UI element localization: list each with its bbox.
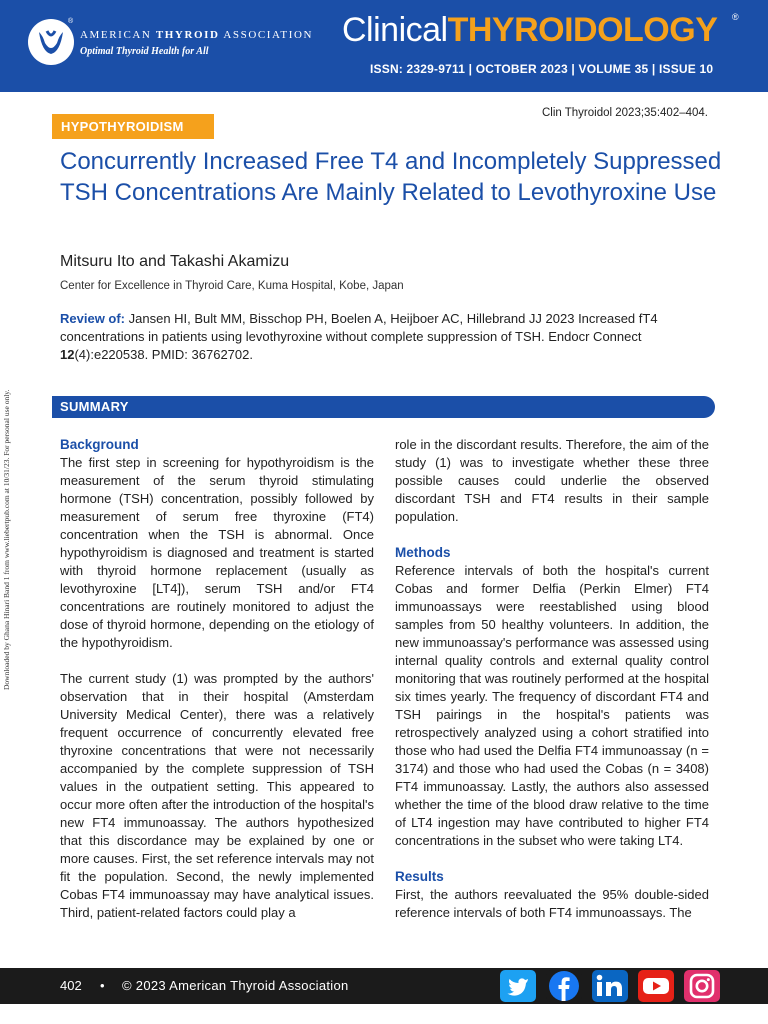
linkedin-icon[interactable] (592, 970, 628, 1002)
ata-logo-icon (28, 19, 74, 65)
affiliation: Center for Excellence in Thyroid Care, Kuma Hospital, Kobe, Japan (60, 280, 404, 292)
org-tagline: Optimal Thyroid Health for All (80, 46, 209, 57)
org-name: AMERICAN THYROID ASSOCIATION (80, 29, 314, 41)
results-paragraph: First, the authors reevaluated the 95% double-sided reference intervals of both FT4 immunoassays. The (395, 887, 709, 920)
journal-title: ClinicalTHYROIDOLOGY (342, 11, 718, 49)
results-heading: Results (395, 869, 444, 884)
methods-paragraph: Reference intervals of both the hospital's current Cobas and former Delfia (Perkin Elmer) FT4 immunoassays were reestablished using blood samples from 50 healthy volunteers. In addition, the new immunoassay's performance was assessed using internal quality controls and external quality control monitoring that was routinely performed at the hospital six times yearly. The frequency of discordant FT4 and TSH pairings in the hospital's patients was retrospectively analyzed using a cohort stratified into those who had used the Delfia FT4 immunoassay (n = 3174) and those who had used the Cobas (n = 3408) FT4 immunoassay. Lastly, the authors also assessed whether the time of the blood draw relative to the time of LT4 ingestion may have contributed to higher FT4 concentrations in the subset who were taking LT4. (395, 563, 709, 848)
issue-line: ISSN: 2329-9711 | OCTOBER 2023 | VOLUME 35 | ISSUE 10 (370, 62, 714, 76)
page-number: 402 (60, 978, 82, 993)
background-paragraph-2: The current study (1) was prompted by the authors' observation that in their hospital (Amsterdam University Medical Center), there was a relatively frequent occurrence of concurrently elevated free thyroxine concentrations that were not necessarily accompanied by the complete suppression of TSH values in the outpatient setting. This appeared to occur more often after the introduction of the hospital's new FT4 immunoassay. The authors hypothesized that this discordance may be explained by one or more causes. First, the set reference intervals may not fit the population. Second, the newly implemented Cobas FT4 immunoassay may have analytical issues. Third, patient-related factors could play a (60, 671, 374, 920)
citation: Clin Thyroidol 2023;35:402–404. (541, 107, 708, 119)
facebook-icon[interactable] (546, 970, 582, 1002)
background-heading: Background (60, 437, 139, 452)
page-footer (0, 968, 768, 1004)
journal-registered-mark: ® (732, 12, 739, 22)
registered-mark: ® (68, 18, 74, 25)
left-column (60, 436, 374, 922)
journal-header (0, 0, 768, 92)
footer-bullet: • (100, 978, 105, 993)
twitter-icon[interactable] (500, 970, 536, 1002)
authors: Mitsuru Ito and Takashi Akamizu (60, 253, 290, 270)
copyright: © 2023 American Thyroid Association (122, 978, 349, 993)
category-badge: HYPOTHYROIDISM (52, 114, 214, 139)
right-column (395, 436, 709, 922)
review-of: Review of: Jansen HI, Bult MM, Bisschop PH, Boelen A, Heijboer AC, Hillebrand JJ 2023 Increased fT4 concentrations in patients using levothyroxine without complete suppression of TSH. Endocr Connect 12(4):e220538. PMID: 36762702. (60, 311, 658, 362)
summary-heading: SUMMARY (52, 396, 715, 418)
article-title: Concurrently Increased Free T4 and Incompletely Suppressed TSH Concentrations Are Mainly Related to Levothyroxine Use (60, 148, 722, 206)
background-paragraph-2-continued: role in the discordant results. Therefore, the aim of the study (1) was to investigate whether these three possible causes could underlie the observed discordant TSH and FT4 results in their sample population. (395, 437, 709, 524)
methods-heading: Methods (395, 545, 451, 560)
instagram-icon[interactable] (684, 970, 720, 1002)
download-note: Downloaded by Ghana Hinari Band 1 from www.liebertpub.com at 10/31/23. For personal use only. (2, 389, 11, 690)
background-paragraph-1: The first step in screening for hypothyroidism is the measurement of the serum thyroid stimulating hormone (TSH) concentration, possibly followed by measurement of serum free thyroxine (FT4) concentration when the TSH is abnormal. Once hypothyroidism is diagnosed and treatment is started with thyroid hormone replacement (usually as levothyroxine [LT4]), serum TSH and/or FT4 concentrations are routinely monitored to adjust the dose of thyroid hormone, depending on the etiology of the hypothyroidism. (60, 455, 374, 650)
review-label: Review of: (60, 311, 126, 326)
youtube-icon[interactable] (638, 970, 674, 1002)
